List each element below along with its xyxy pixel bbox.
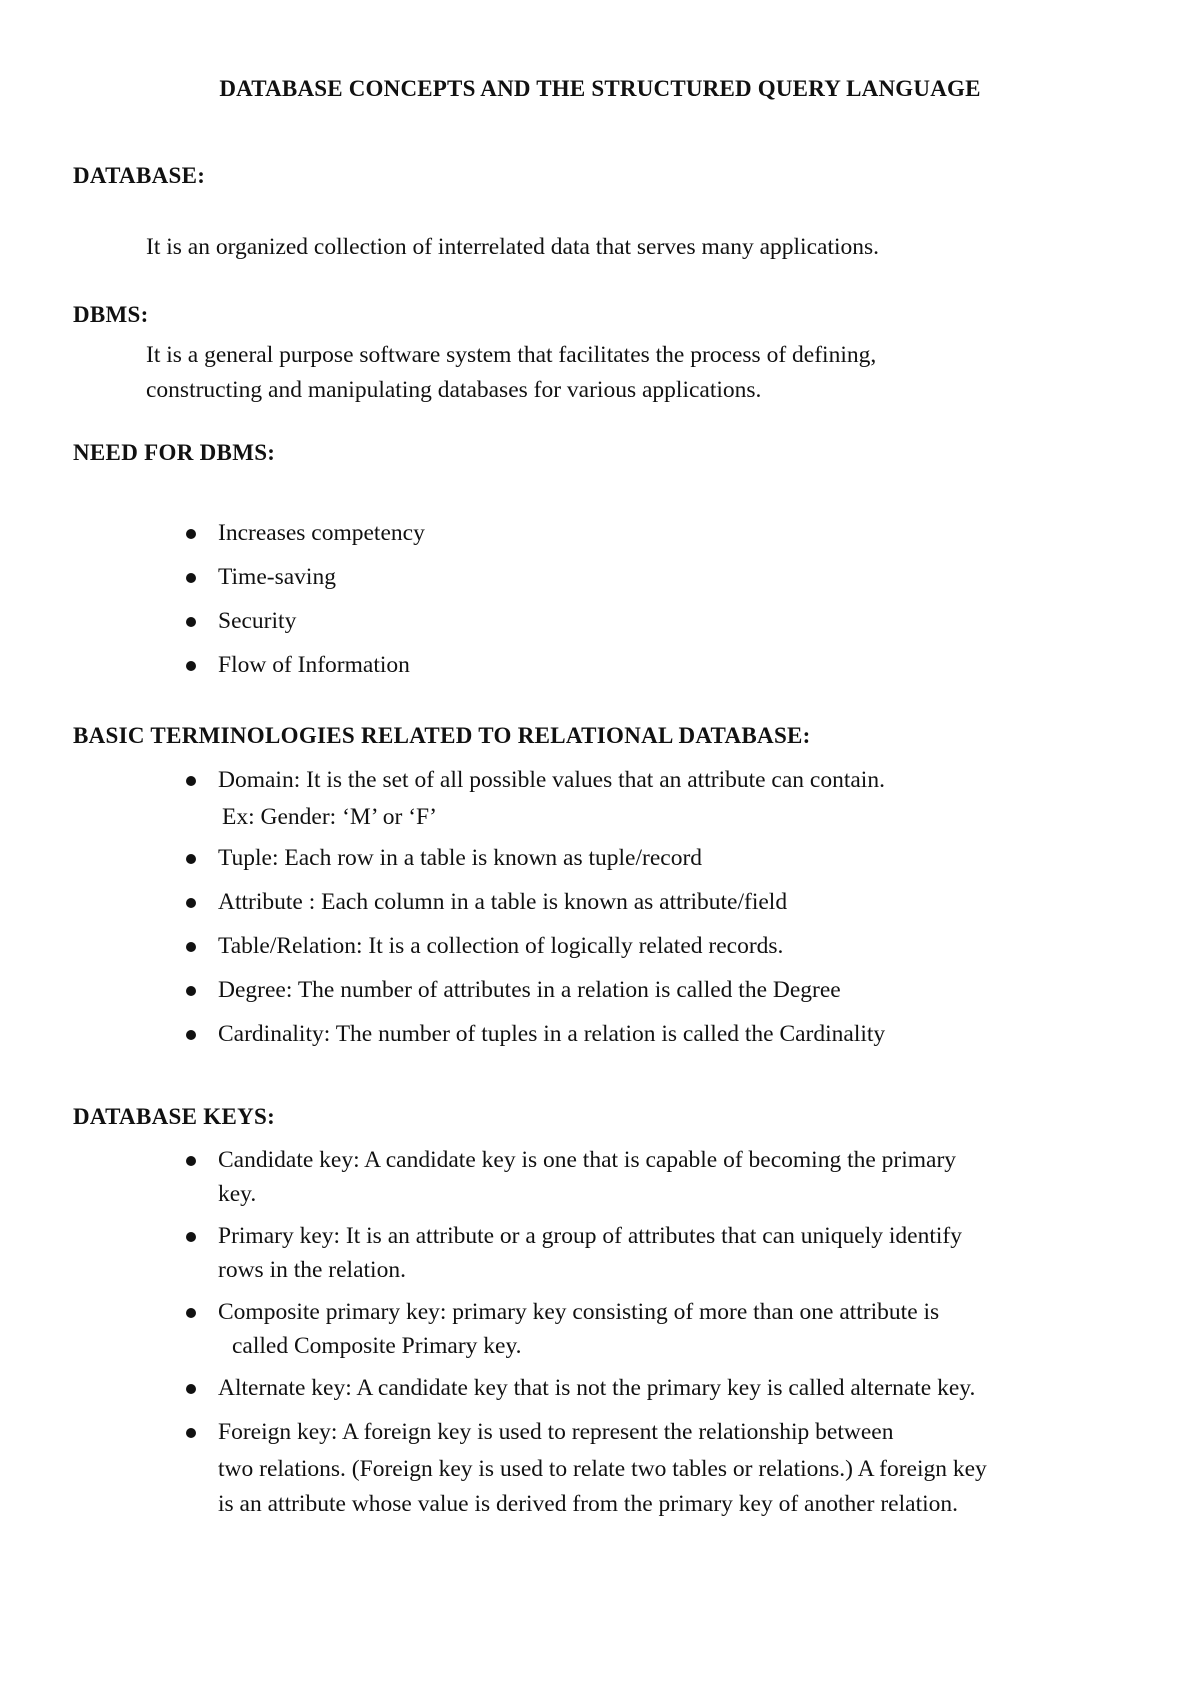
bullet-icon — [186, 617, 196, 627]
heading-database: DATABASE: — [73, 163, 206, 188]
list-item-foreign-key — [0, 1413, 987, 1521]
heading-need-for-dbms: NEED FOR DBMS: — [73, 440, 276, 465]
list-item-text: Security — [218, 608, 297, 634]
database-keys-list — [0, 1141, 987, 1527]
bullet-icon — [186, 529, 196, 539]
term-domain-example: Ex: Gender: ‘M’ or ‘F’ — [222, 804, 437, 830]
bullet-icon — [186, 1308, 196, 1318]
bullet-icon — [186, 1030, 196, 1040]
terminologies-list — [0, 761, 885, 1059]
term-table-relation: Table/Relation: It is a collection of logically related records. — [218, 933, 784, 959]
list-item-alternate-key — [0, 1369, 987, 1407]
bullet-icon — [186, 898, 196, 908]
term-tuple: Tuple: Each row in a table is known as tuple/record — [218, 845, 703, 871]
term-cardinality: Cardinality: The number of tuples in a relation is called the Cardinality — [218, 1021, 886, 1047]
list-item — [0, 514, 425, 552]
list-item-tuple — [0, 839, 885, 877]
term-attribute: Attribute : Each column in a table is known as attribute/field — [218, 889, 788, 915]
heading-database-keys: DATABASE KEYS: — [73, 1104, 276, 1129]
list-item-attribute — [0, 883, 885, 921]
foreign-key-line-3: is an attribute whose value is derived from the primary key of another relation. — [218, 1491, 959, 1517]
bullet-icon — [186, 776, 196, 786]
primary-key-line-1: Primary key: It is an attribute or a group of attributes that can uniquely identify — [218, 1223, 962, 1249]
dbms-definition-line-2: constructing and manipulating databases for various applications. — [146, 377, 762, 403]
dbms-definition-line-1: It is a general purpose software system that facilitates the process of defining, — [146, 342, 877, 368]
term-degree: Degree: The number of attributes in a relation is called the Degree — [218, 977, 841, 1003]
candidate-key-line-1: Candidate key: A candidate key is one that is capable of becoming the primary — [218, 1147, 957, 1173]
bullet-icon — [186, 942, 196, 952]
list-item-table — [0, 927, 885, 965]
foreign-key-line-1: Foreign key: A foreign key is used to represent the relationship between — [218, 1419, 894, 1445]
composite-key-line-2: called Composite Primary key. — [232, 1333, 522, 1359]
database-definition: It is an organized collection of interrelated data that serves many applications. — [146, 234, 880, 260]
list-item-cardinality — [0, 1015, 885, 1053]
alternate-key-text: Alternate key: A candidate key that is not the primary key is called alternate key. — [218, 1375, 976, 1401]
bullet-icon — [186, 573, 196, 583]
bullet-icon — [186, 1384, 196, 1394]
list-item-degree — [0, 971, 885, 1009]
list-item-text: Flow of Information — [218, 652, 410, 678]
list-item-domain — [0, 761, 885, 835]
bullet-icon — [186, 1156, 196, 1166]
list-item — [0, 558, 425, 596]
bullet-icon — [186, 1232, 196, 1242]
list-item — [0, 646, 425, 684]
list-item-composite-key — [0, 1293, 987, 1363]
need-for-dbms-list — [0, 514, 425, 690]
candidate-key-line-2: key. — [218, 1181, 257, 1207]
bullet-icon — [186, 1428, 196, 1438]
foreign-key-line-2: two relations. (Foreign key is used to relate two tables or relations.) A foreign key — [218, 1456, 987, 1482]
heading-dbms: DBMS: — [73, 302, 149, 327]
list-item — [0, 602, 425, 640]
term-domain: Domain: It is the set of all possible values that an attribute can contain. — [218, 767, 885, 793]
composite-key-line-1: Composite primary key: primary key consisting of more than one attribute is — [218, 1299, 940, 1325]
list-item-text: Increases competency — [218, 520, 425, 546]
bullet-icon — [186, 661, 196, 671]
list-item-candidate-key — [0, 1141, 987, 1211]
bullet-icon — [186, 986, 196, 996]
list-item-primary-key — [0, 1217, 987, 1287]
bullet-icon — [186, 854, 196, 864]
heading-basic-terminologies: BASIC TERMINOLOGIES RELATED TO RELATIONAL DATABASE: — [73, 723, 811, 748]
list-item-text: Time-saving — [218, 564, 336, 590]
primary-key-line-2: rows in the relation. — [218, 1257, 406, 1283]
document-title: DATABASE CONCEPTS AND THE STRUCTURED QUERY LANGUAGE — [219, 76, 981, 101]
